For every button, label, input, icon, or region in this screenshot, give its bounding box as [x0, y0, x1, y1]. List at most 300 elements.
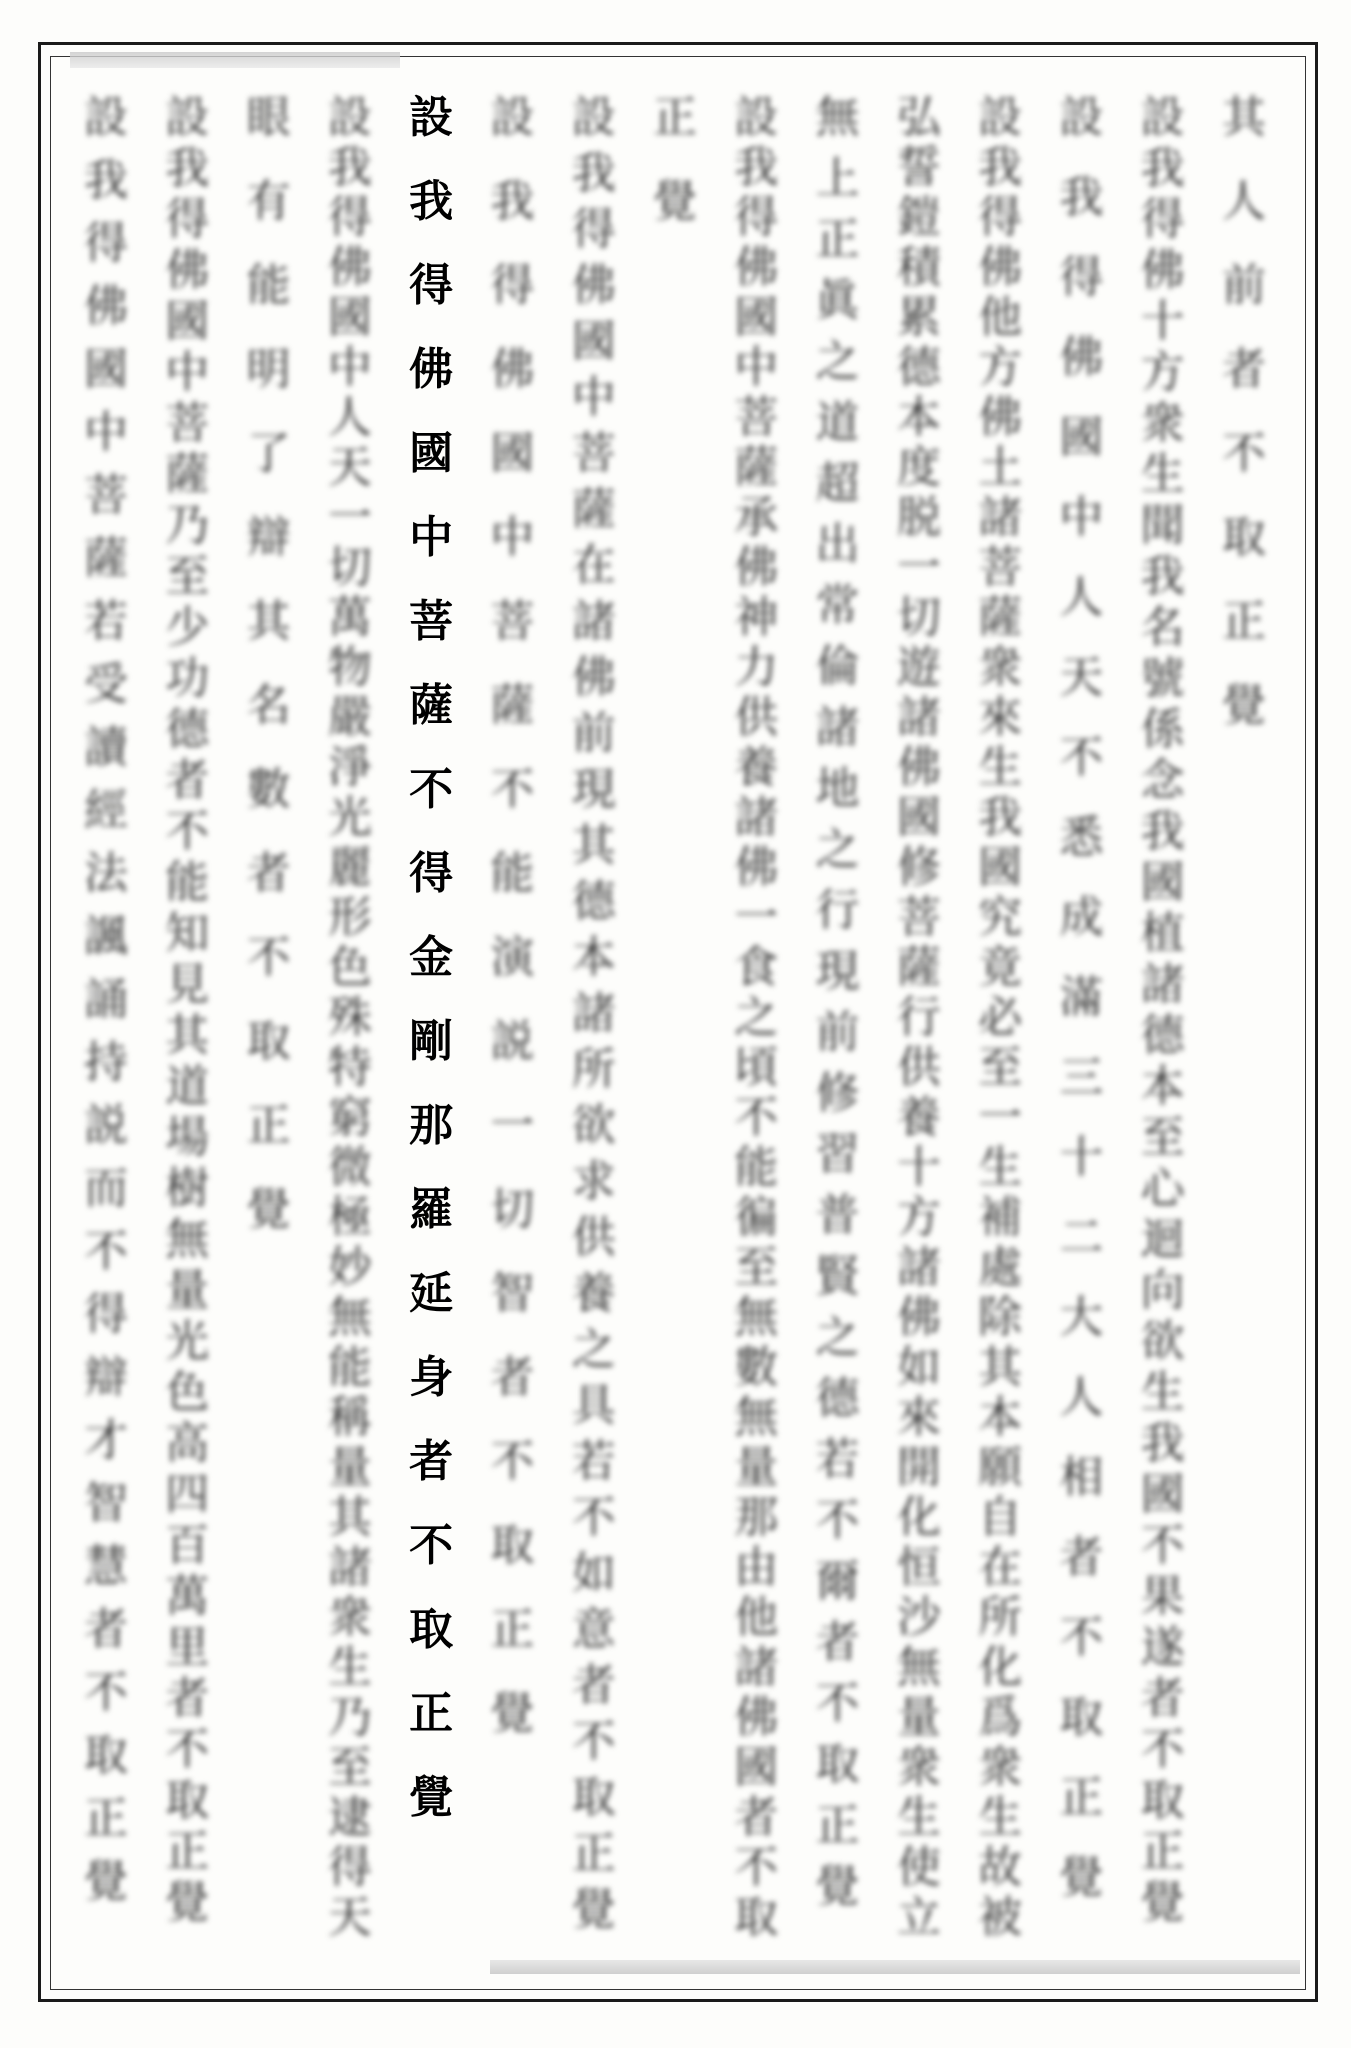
glyph: 恒 — [896, 1542, 941, 1593]
glyph: 辯 — [84, 1352, 128, 1403]
glyph: 無 — [896, 1642, 941, 1693]
glyph: 色 — [165, 1367, 210, 1418]
glyph: 具 — [571, 1380, 616, 1431]
glyph: 國 — [1059, 412, 1104, 463]
glyph: 方 — [1140, 347, 1185, 398]
glyph: 辯 — [246, 512, 291, 563]
glyph: 中 — [409, 512, 454, 563]
glyph: 誦 — [84, 974, 128, 1025]
text-column — [568, 92, 620, 1956]
glyph: 生 — [896, 1792, 941, 1843]
glyph: 若 — [84, 596, 128, 647]
glyph: 人 — [327, 392, 372, 443]
glyph: 被 — [978, 1892, 1023, 1943]
glyph: 取 — [571, 1772, 616, 1823]
glyph: 佛 — [327, 242, 372, 293]
glyph: 願 — [978, 1442, 1023, 1493]
glyph: 至 — [978, 1042, 1023, 1093]
glyph: 法 — [84, 848, 128, 899]
glyph: 設 — [978, 92, 1023, 143]
glyph: 能 — [165, 857, 210, 908]
glyph: 而 — [84, 1163, 128, 1214]
glyph: 量 — [327, 1442, 372, 1493]
text-column — [1055, 92, 1107, 1956]
glyph: 國 — [327, 292, 372, 343]
glyph: 向 — [1140, 1265, 1185, 1316]
glyph: 明 — [246, 344, 291, 395]
glyph: 薩 — [409, 680, 454, 731]
glyph: 佛 — [734, 542, 779, 593]
glyph: 不 — [1059, 732, 1104, 783]
glyph: 萬 — [165, 1571, 210, 1622]
glyph: 樹 — [165, 1163, 210, 1214]
glyph: 德 — [896, 342, 941, 393]
glyph: 號 — [1140, 653, 1185, 704]
glyph: 除 — [978, 1292, 1023, 1343]
glyph: 現 — [815, 946, 860, 997]
glyph: 由 — [734, 1542, 779, 1593]
text-column — [324, 92, 376, 1956]
glyph: 國 — [734, 1742, 779, 1793]
glyph: 我 — [84, 155, 128, 206]
glyph: 出 — [815, 519, 860, 570]
glyph: 薩 — [978, 592, 1023, 643]
text-column — [243, 92, 295, 1956]
glyph: 我 — [571, 148, 616, 199]
glyph: 生 — [1140, 449, 1185, 500]
glyph: 設 — [165, 92, 210, 143]
glyph: 念 — [1140, 755, 1185, 806]
glyph: 者 — [84, 1604, 128, 1655]
glyph: 至 — [165, 551, 210, 602]
glyph: 菩 — [896, 892, 941, 943]
glyph: 聞 — [1140, 500, 1185, 551]
glyph: 中 — [571, 372, 616, 423]
glyph: 我 — [1140, 143, 1185, 194]
glyph: 能 — [246, 260, 291, 311]
glyph: 諸 — [1140, 959, 1185, 1010]
glyph: 心 — [1140, 1163, 1185, 1214]
glyph: 承 — [734, 492, 779, 543]
glyph: 得 — [84, 1289, 128, 1340]
glyph: 名 — [1140, 602, 1185, 653]
glyph: 我 — [978, 142, 1023, 193]
glyph: 諸 — [896, 1242, 941, 1293]
glyph: 他 — [978, 292, 1023, 343]
glyph: 意 — [571, 1604, 616, 1655]
glyph: 在 — [571, 540, 616, 591]
glyph: 累 — [896, 292, 941, 343]
glyph: 本 — [896, 392, 941, 443]
glyph: 德 — [571, 876, 616, 927]
glyph: 量 — [896, 1692, 941, 1743]
glyph: 正 — [815, 1800, 860, 1851]
glyph: 行 — [896, 992, 941, 1043]
glyph: 諸 — [734, 1642, 779, 1693]
glyph: 行 — [815, 885, 860, 936]
glyph: 不 — [246, 932, 291, 983]
glyph: 我 — [978, 792, 1023, 843]
glyph: 光 — [165, 1316, 210, 1367]
glyph: 正 — [165, 1826, 210, 1877]
glyph: 羅 — [409, 1184, 454, 1235]
glyph: 者 — [1140, 1673, 1185, 1724]
glyph: 設 — [84, 92, 128, 143]
glyph: 弘 — [896, 92, 941, 143]
glyph: 量 — [165, 1265, 210, 1316]
glyph: 不 — [165, 1724, 210, 1775]
glyph: 設 — [327, 92, 372, 143]
glyph: 修 — [815, 1068, 860, 1119]
text-column — [1137, 92, 1189, 1956]
glyph: 覺 — [1140, 1877, 1185, 1928]
glyph: 取 — [815, 1739, 860, 1790]
glyph: 迴 — [1140, 1214, 1185, 1265]
glyph: 有 — [246, 176, 291, 227]
glyph: 菩 — [84, 470, 128, 521]
glyph: 不 — [1140, 1520, 1185, 1571]
glyph: 大 — [1059, 1292, 1104, 1343]
glyph: 覺 — [815, 1861, 860, 1912]
glyph: 一 — [734, 892, 779, 943]
glyph: 我 — [1140, 1418, 1185, 1469]
glyph: 欲 — [571, 1100, 616, 1151]
glyph: 菩 — [571, 428, 616, 479]
glyph: 不 — [815, 1495, 860, 1546]
glyph: 不 — [571, 1492, 616, 1543]
glyph: 方 — [978, 342, 1023, 393]
glyph: 遂 — [1140, 1622, 1185, 1673]
text-column — [974, 92, 1026, 1956]
glyph: 國 — [1140, 857, 1185, 908]
glyph: 不 — [1221, 428, 1266, 479]
glyph: 正 — [84, 1793, 128, 1844]
glyph: 爾 — [815, 1556, 860, 1607]
glyph: 其 — [246, 596, 291, 647]
glyph: 菩 — [165, 398, 210, 449]
glyph: 賢 — [815, 1251, 860, 1302]
text-column — [486, 92, 538, 1956]
glyph: 中 — [165, 347, 210, 398]
glyph: 者 — [165, 755, 210, 806]
glyph: 名 — [246, 680, 291, 731]
glyph: 人 — [1059, 1372, 1104, 1423]
glyph: 德 — [1140, 1010, 1185, 1061]
glyph: 正 — [246, 1100, 291, 1151]
glyph: 色 — [327, 942, 372, 993]
glyph: 不 — [1140, 1724, 1185, 1775]
glyph: 量 — [734, 1442, 779, 1493]
glyph: 力 — [734, 642, 779, 693]
glyph: 見 — [165, 959, 210, 1010]
glyph: 遊 — [896, 642, 941, 693]
glyph: 國 — [978, 842, 1023, 893]
glyph: 上 — [815, 153, 860, 204]
glyph: 德 — [165, 704, 210, 755]
glyph: 設 — [409, 92, 454, 143]
glyph: 一 — [327, 492, 372, 543]
glyph: 身 — [409, 1352, 454, 1403]
glyph: 受 — [84, 659, 128, 710]
glyph: 悉 — [1059, 812, 1104, 863]
glyph: 所 — [978, 1592, 1023, 1643]
glyph: 一 — [978, 1092, 1023, 1143]
glyph: 之 — [815, 1312, 860, 1363]
glyph: 功 — [165, 653, 210, 704]
glyph: 少 — [165, 602, 210, 653]
glyph: 四 — [165, 1469, 210, 1520]
glyph: 覺 — [165, 1877, 210, 1928]
glyph: 鎧 — [896, 192, 941, 243]
glyph: 佛 — [978, 392, 1023, 443]
glyph: 立 — [896, 1892, 941, 1943]
glyph: 係 — [1140, 704, 1185, 755]
glyph: 不 — [409, 764, 454, 815]
glyph: 頃 — [734, 1042, 779, 1093]
glyph: 者 — [1059, 1532, 1104, 1583]
glyph: 其 — [327, 1492, 372, 1543]
glyph: 其 — [1221, 92, 1266, 143]
glyph: 薩 — [84, 533, 128, 584]
glyph: 至 — [1140, 1112, 1185, 1163]
glyph: 取 — [1059, 1692, 1104, 1743]
glyph: 沙 — [896, 1592, 941, 1643]
glyph: 道 — [815, 397, 860, 448]
glyph: 得 — [327, 1842, 372, 1893]
glyph: 得 — [409, 260, 454, 311]
glyph: 覺 — [490, 1688, 535, 1739]
glyph: 百 — [165, 1520, 210, 1571]
glyph: 衆 — [1140, 398, 1185, 449]
glyph: 薩 — [490, 680, 535, 731]
glyph: 能 — [734, 1142, 779, 1193]
glyph: 求 — [571, 1156, 616, 1207]
text-column — [812, 92, 864, 1956]
glyph: 衆 — [978, 642, 1023, 693]
glyph: 淨 — [327, 742, 372, 793]
glyph: 覺 — [84, 1856, 128, 1907]
glyph: 取 — [734, 1892, 779, 1943]
glyph: 化 — [978, 1642, 1023, 1693]
glyph: 智 — [490, 1268, 535, 1319]
glyph: 佛 — [1140, 245, 1185, 296]
glyph: 來 — [978, 692, 1023, 743]
glyph: 普 — [815, 1190, 860, 1241]
glyph: 我 — [409, 176, 454, 227]
glyph: 光 — [327, 792, 372, 843]
glyph: 不 — [84, 1226, 128, 1277]
glyph: 取 — [1140, 1775, 1185, 1826]
glyph: 者 — [490, 1352, 535, 1403]
glyph: 物 — [327, 642, 372, 693]
glyph: 如 — [896, 1342, 941, 1393]
glyph: 國 — [84, 344, 128, 395]
glyph: 常 — [815, 580, 860, 631]
scan-shadow-top — [70, 52, 400, 68]
text-column — [161, 92, 213, 1956]
glyph: 場 — [165, 1112, 210, 1163]
glyph: 者 — [165, 1673, 210, 1724]
glyph: 取 — [84, 1730, 128, 1781]
glyph: 生 — [1140, 1367, 1185, 1418]
glyph: 佛 — [734, 1692, 779, 1743]
glyph: 中 — [734, 342, 779, 393]
glyph: 我 — [1140, 551, 1185, 602]
glyph: 佛 — [571, 260, 616, 311]
glyph: 衆 — [978, 1742, 1023, 1793]
glyph: 十 — [1059, 1132, 1104, 1183]
glyph: 在 — [978, 1542, 1023, 1593]
glyph: 持 — [84, 1037, 128, 1088]
glyph: 爲 — [978, 1692, 1023, 1743]
glyph: 佛 — [571, 652, 616, 703]
glyph: 數 — [246, 764, 291, 815]
glyph: 不 — [165, 806, 210, 857]
glyph: 開 — [896, 1442, 941, 1493]
glyph: 菩 — [978, 542, 1023, 593]
glyph: 正 — [1059, 1772, 1104, 1823]
glyph: 前 — [1221, 260, 1266, 311]
glyph: 三 — [1059, 1052, 1104, 1103]
glyph: 設 — [571, 92, 616, 143]
glyph: 才 — [84, 1415, 128, 1466]
glyph: 養 — [734, 742, 779, 793]
glyph: 菩 — [490, 596, 535, 647]
glyph: 使 — [896, 1842, 941, 1893]
glyph: 諸 — [978, 492, 1023, 543]
glyph: 知 — [165, 908, 210, 959]
glyph: 微 — [327, 1142, 372, 1193]
glyph: 十 — [896, 1142, 941, 1193]
glyph: 我 — [165, 143, 210, 194]
glyph: 中 — [327, 342, 372, 393]
glyph: 若 — [571, 1436, 616, 1487]
glyph: 如 — [571, 1548, 616, 1599]
glyph: 若 — [815, 1434, 860, 1485]
glyph: 者 — [734, 1792, 779, 1843]
glyph: 不 — [409, 1520, 454, 1571]
glyph: 剛 — [409, 1016, 454, 1067]
glyph: 我 — [1140, 806, 1185, 857]
glyph: 本 — [1140, 1061, 1185, 1112]
glyph: 佛 — [734, 242, 779, 293]
glyph: 覺 — [571, 1884, 616, 1935]
glyph: 佛 — [490, 344, 535, 395]
glyph: 妙 — [327, 1242, 372, 1293]
glyph: 植 — [1140, 908, 1185, 959]
glyph: 不 — [1059, 1612, 1104, 1663]
glyph: 國 — [734, 292, 779, 343]
glyph: 得 — [1059, 252, 1104, 303]
glyph: 正 — [571, 1828, 616, 1879]
glyph: 我 — [734, 142, 779, 193]
glyph: 諸 — [571, 988, 616, 1039]
text-column — [893, 92, 945, 1956]
glyph: 修 — [896, 842, 941, 893]
glyph: 所 — [571, 1044, 616, 1095]
glyph: 天 — [1059, 652, 1104, 703]
glyph: 設 — [1140, 92, 1185, 143]
glyph: 化 — [896, 1492, 941, 1543]
glyph: 不 — [84, 1667, 128, 1718]
glyph: 金 — [409, 932, 454, 983]
glyph: 了 — [246, 428, 291, 479]
glyph: 佛 — [978, 242, 1023, 293]
glyph: 嚴 — [327, 692, 372, 743]
glyph: 衆 — [896, 1742, 941, 1793]
glyph: 來 — [896, 1392, 941, 1443]
glyph: 稱 — [327, 1392, 372, 1443]
glyph: 佛 — [896, 1292, 941, 1343]
glyph: 前 — [815, 1007, 860, 1058]
glyph: 前 — [571, 708, 616, 759]
glyph: 諸 — [327, 1542, 372, 1593]
glyph: 智 — [84, 1478, 128, 1529]
glyph: 慧 — [84, 1541, 128, 1592]
glyph: 國 — [165, 296, 210, 347]
glyph: 之 — [815, 824, 860, 875]
glyph: 本 — [978, 1392, 1023, 1443]
glyph: 得 — [84, 218, 128, 269]
glyph: 地 — [815, 763, 860, 814]
glyph: 佛 — [165, 245, 210, 296]
glyph: 必 — [978, 992, 1023, 1043]
glyph: 眞 — [815, 275, 860, 326]
glyph: 覺 — [246, 1184, 291, 1235]
glyph: 自 — [978, 1492, 1023, 1543]
glyph: 乃 — [327, 1692, 372, 1743]
glyph: 者 — [571, 1660, 616, 1711]
glyph: 故 — [978, 1842, 1023, 1893]
glyph: 取 — [1221, 512, 1266, 563]
glyph: 取 — [165, 1775, 210, 1826]
glyph: 薩 — [165, 449, 210, 500]
glyph: 習 — [815, 1129, 860, 1180]
glyph: 一 — [896, 542, 941, 593]
glyph: 諸 — [734, 792, 779, 843]
glyph: 薩 — [571, 484, 616, 535]
glyph: 正 — [652, 92, 697, 143]
glyph: 特 — [327, 1042, 372, 1093]
glyph: 至 — [327, 1742, 372, 1793]
glyph: 積 — [896, 242, 941, 293]
glyph: 設 — [490, 92, 535, 143]
glyph: 生 — [978, 742, 1023, 793]
glyph: 不 — [490, 764, 535, 815]
glyph: 覺 — [1221, 680, 1266, 731]
glyph: 讀 — [84, 722, 128, 773]
glyph: 佛 — [896, 742, 941, 793]
glyph: 那 — [734, 1492, 779, 1543]
glyph: 養 — [896, 1092, 941, 1143]
glyph: 經 — [84, 785, 128, 836]
glyph: 殊 — [327, 992, 372, 1043]
glyph: 無 — [815, 92, 860, 143]
glyph: 得 — [571, 204, 616, 255]
glyph: 本 — [571, 932, 616, 983]
glyph: 誓 — [896, 142, 941, 193]
glyph: 無 — [327, 1292, 372, 1343]
glyph: 補 — [978, 1192, 1023, 1243]
glyph: 取 — [409, 1604, 454, 1655]
glyph: 窮 — [327, 1092, 372, 1143]
glyph: 生 — [327, 1642, 372, 1693]
glyph: 中 — [1059, 492, 1104, 543]
glyph: 那 — [409, 1100, 454, 1151]
glyph: 得 — [490, 260, 535, 311]
glyph: 切 — [896, 592, 941, 643]
glyph: 果 — [1140, 1571, 1185, 1622]
